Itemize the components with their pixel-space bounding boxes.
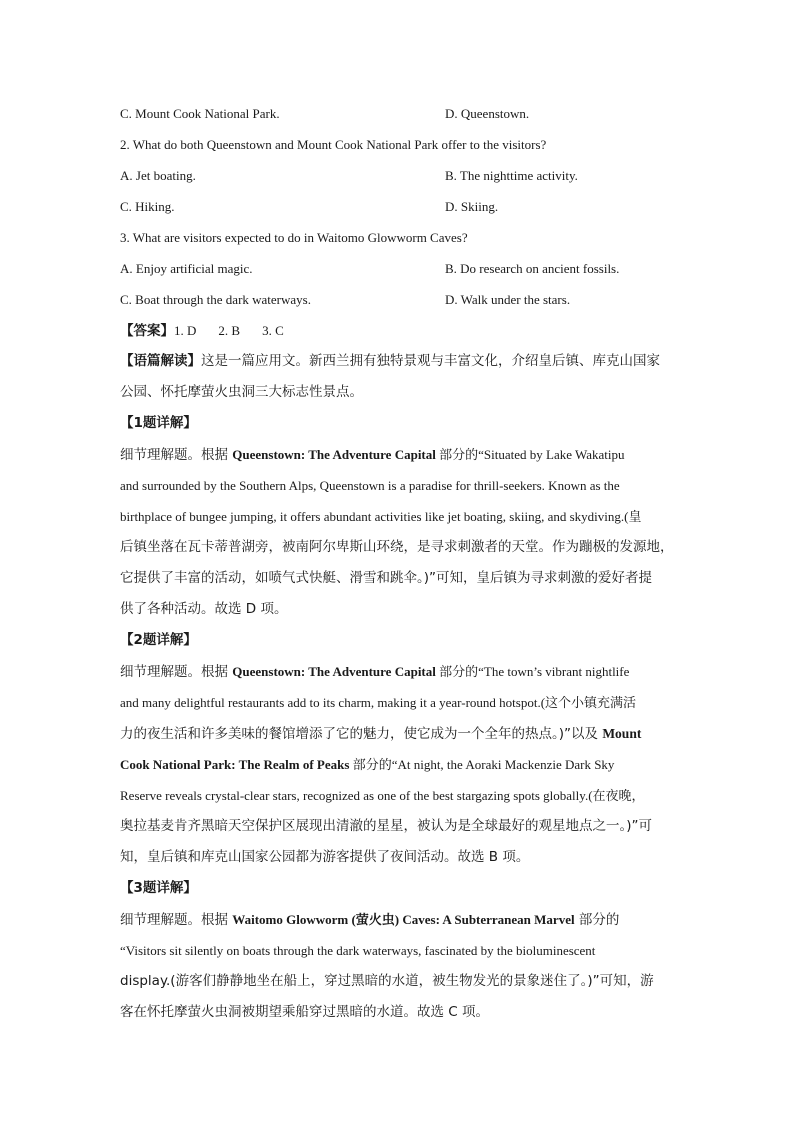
detail-1-line-1 bbox=[120, 439, 674, 470]
q1-options-cd bbox=[120, 98, 674, 129]
answer-1: 1. D bbox=[174, 323, 197, 338]
detail-1-line-3: birthplace of bungee jumping, it offers abundant activities like jet boating, skiing, and skydiving.(皇 bbox=[120, 509, 642, 524]
detail-1-heading: 【1题详解】 bbox=[120, 415, 197, 431]
detail-3-line-4: 客在怀托摩萤火虫洞被期望乘船穿过黑暗的水道。故选 C 项。 bbox=[120, 1004, 490, 1020]
detail-1-after-section: 部分的“Situated by Lake Wakatipu bbox=[435, 447, 625, 462]
answer-2: 2. B bbox=[218, 323, 241, 338]
q2-option-d: D. Skiing. bbox=[445, 199, 499, 214]
q3-options-cd bbox=[120, 284, 674, 315]
detail-2-line-5: Reserve reveals crystal-clear stars, recognized as one of the best stargazing spots globally.(在夜晚， bbox=[120, 788, 645, 803]
detail-2-line-6: 奥拉基麦肯齐黑暗天空保护区展现出清澈的星星，被认为是全球最好的观星地点之一。)”可 bbox=[120, 818, 653, 834]
detail-2-section: Queenstown: The Adventure Capital bbox=[232, 664, 436, 679]
detail-3-line-1 bbox=[120, 904, 674, 935]
detail-1-line-2: and surrounded by the Southern Alps, Queenstown is a paradise for thrill-seekers. Known as the bbox=[120, 478, 620, 493]
summary-line-2: 公园、怀托摩萤火虫洞三大标志性景点。 bbox=[120, 384, 363, 400]
document-page bbox=[120, 98, 674, 1028]
detail-2-line-7: 知，皇后镇和库克山国家公园都为游客提供了夜间活动。故选 B 项。 bbox=[120, 849, 530, 865]
detail-1-section: Queenstown: The Adventure Capital bbox=[232, 447, 436, 462]
detail-3-section: Waitomo Glowworm (萤火虫) Caves: A Subterranean Marvel bbox=[232, 912, 575, 927]
detail-3-line-3: display.(游客们静静地坐在船上，穿过黑暗的水道，被生物发光的景象迷住了。)”可知，游 bbox=[120, 973, 654, 989]
detail-1-line-5: 它提供了丰富的活动，如喷气式快艇、滑雪和跳伞。)”可知，皇后镇为寻求刺激的爱好者提 bbox=[120, 570, 653, 586]
answer-line bbox=[120, 315, 674, 346]
answer-3: 3. C bbox=[262, 323, 284, 338]
q2-question: 2. What do both Queenstown and Mount Cook National Park offer to the visitors? bbox=[120, 137, 547, 152]
q2-options-cd bbox=[120, 191, 674, 222]
detail-3-heading: 【3题详解】 bbox=[120, 880, 197, 896]
detail-1-intro: 细节理解题。根据 bbox=[120, 447, 233, 463]
detail-2-after-section: 部分的“The town’s vibrant nightlife bbox=[435, 664, 630, 679]
q3-options-ab bbox=[120, 253, 674, 284]
detail-2-line-4-bold: Cook National Park: The Realm of Peaks bbox=[120, 757, 350, 772]
q2-options-ab bbox=[120, 160, 674, 191]
q2-option-c: C. Hiking. bbox=[120, 199, 175, 214]
detail-1-line-6: 供了各种活动。故选 D 项。 bbox=[120, 601, 288, 617]
q3-option-a: A. Enjoy artificial magic. bbox=[120, 261, 253, 276]
q3-option-d: D. Walk under the stars. bbox=[445, 292, 571, 307]
detail-2-line-1 bbox=[120, 656, 674, 687]
detail-2-line-4 bbox=[120, 749, 674, 780]
detail-3-intro: 细节理解题。根据 bbox=[120, 912, 233, 928]
q1-option-c: C. Mount Cook National Park. bbox=[120, 106, 280, 121]
detail-3-after-section: 部分的 bbox=[574, 912, 620, 928]
detail-2-heading: 【2题详解】 bbox=[120, 632, 197, 648]
q2-option-a: A. Jet boating. bbox=[120, 168, 196, 183]
detail-2-line-2: and many delightful restaurants add to its charm, making it a year-round hotspot.(这个小镇充满活 bbox=[120, 695, 637, 710]
detail-2-intro: 细节理解题。根据 bbox=[120, 664, 233, 680]
answer-label: 【答案】 bbox=[120, 323, 174, 339]
q2-option-b: B. The nighttime activity. bbox=[445, 168, 578, 183]
summary-line-1 bbox=[120, 346, 674, 377]
detail-2-line-3-bold: Mount bbox=[602, 726, 642, 741]
q3-question: 3. What are visitors expected to do in Waitomo Glowworm Caves? bbox=[120, 230, 468, 245]
detail-1-line-4: 后镇坐落在瓦卡蒂普湖旁，被南阿尔卑斯山环绕，是寻求刺激者的天堂。作为蹦极的发源地， bbox=[120, 539, 674, 555]
q1-option-d: D. Queenstown. bbox=[445, 106, 530, 121]
detail-3-line-2: “Visitors sit silently on boats through the dark waterways, fascinated by the bioluminescent bbox=[120, 943, 596, 958]
q3-option-b: B. Do research on ancient fossils. bbox=[445, 261, 620, 276]
summary-label: 【语篇解读】 bbox=[120, 353, 201, 369]
detail-2-line-4-text: 部分的“At night, the Aoraki Mackenzie Dark Sky bbox=[349, 757, 615, 772]
q3-option-c: C. Boat through the dark waterways. bbox=[120, 292, 311, 307]
detail-2-line-3-text: 力的夜生活和许多美味的餐馆增添了它的魅力，使它成为一个全年的热点。)”以及 bbox=[120, 726, 603, 742]
summary-text-1: 这是一篇应用文。新西兰拥有独特景观与丰富文化，介绍皇后镇、库克山国家 bbox=[201, 353, 660, 369]
detail-2-line-3 bbox=[120, 718, 674, 749]
